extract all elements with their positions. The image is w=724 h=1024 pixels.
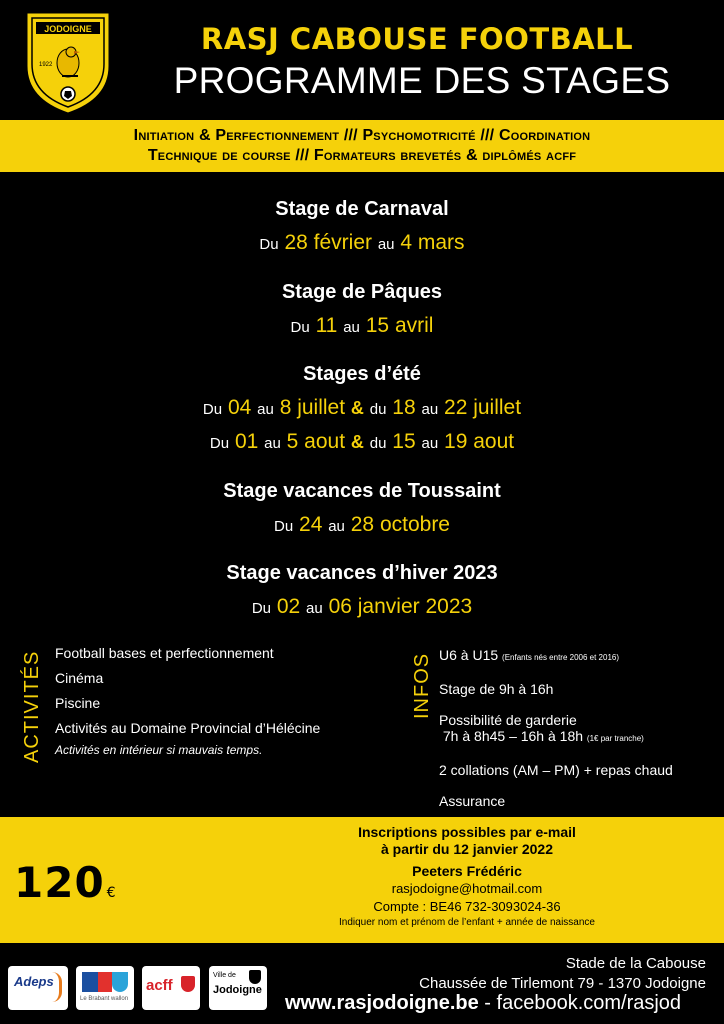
date-from: 11 — [315, 314, 338, 337]
dates-au: au — [421, 401, 439, 418]
web-links — [285, 992, 681, 1015]
stage-title: Stage de Pâques — [281, 281, 443, 303]
dates-du: Du — [290, 319, 310, 336]
dates-au: au — [421, 435, 439, 452]
facebook-link[interactable]: facebook.com/rasjod — [496, 992, 682, 1014]
registration-info — [292, 824, 642, 930]
date-to: 28 octobre — [350, 513, 450, 536]
venue-street: Chaussée de Tirlemont 79 - 1370 Jodoigne — [419, 975, 706, 992]
crest-year: 1922 — [39, 62, 53, 68]
dates-du: du — [369, 435, 387, 452]
info-hours: Stage de 9h à 16h — [439, 681, 554, 697]
stage-dates-2 — [0, 426, 724, 460]
adeps-logo — [8, 966, 68, 1010]
website-link[interactable]: www.rasjodoigne.be — [285, 992, 479, 1014]
date-to: 06 janvier 2023 — [328, 595, 473, 618]
activites-label-text: ACTIVITÉS — [21, 650, 43, 763]
stage-paques — [0, 281, 724, 344]
date-to: 4 mars — [400, 231, 465, 254]
registration-line-1: Inscriptions possibles par e-mail — [358, 824, 576, 840]
price — [14, 858, 117, 907]
date-from: 02 — [276, 595, 301, 618]
dates-au: au — [264, 435, 281, 452]
stage-dates — [0, 310, 724, 344]
stage-ete — [0, 363, 724, 460]
date-from: 18 — [392, 396, 416, 419]
info-age — [439, 647, 673, 666]
activites-label — [18, 645, 46, 763]
activites-note: Activités en intérieur si mauvais temps. — [55, 743, 263, 757]
page-title: RASJ CABOUSE FOOTBALL — [200, 22, 634, 56]
list-item: Activités au Domaine Provincial d’Hélécine — [55, 720, 321, 736]
info-meals: 2 collations (AM – PM) + repas chaud — [439, 762, 673, 778]
activites-list — [55, 646, 320, 768]
dates-du: Du — [273, 518, 294, 535]
registration-line-2: à partir du 12 janvier 2022 — [381, 841, 553, 857]
list-item: Piscine — [55, 695, 101, 711]
infos-label — [408, 645, 436, 725]
venue-address — [419, 954, 706, 994]
info-garderie-text: Possibilité de garderie — [439, 712, 577, 728]
info-garderie-price: (1€ par tranche) — [586, 734, 644, 743]
stage-title: Stages d’été — [303, 363, 421, 385]
stage-dates — [0, 591, 724, 625]
dates-du: Du — [259, 236, 279, 253]
club-crest-icon — [22, 8, 114, 116]
infos-label-text: INFOS — [411, 652, 433, 719]
stage-carnaval — [0, 198, 724, 261]
ville-logo-text: Jodoigne — [213, 984, 262, 996]
date-to: 22 juillet — [444, 396, 522, 419]
contact-email[interactable]: rasjodoigne@hotmail.com — [391, 881, 543, 896]
ville-jodoigne-logo — [209, 966, 267, 1010]
ampersand: & — [350, 432, 364, 452]
date-from: 04 — [227, 396, 252, 419]
stage-title: Stage de Carnaval — [275, 198, 449, 220]
features-line-1: Initiation & Perfectionnement /// Psychomotricité /// Coordination — [133, 127, 591, 144]
date-to: 5 aout — [286, 430, 346, 453]
adeps-logo-text: Adeps — [14, 974, 54, 989]
date-from: 28 février — [284, 231, 372, 254]
brabant-logo — [76, 966, 134, 1010]
venue-name: Stade de la Cabouse — [565, 955, 706, 972]
ampersand: & — [350, 398, 364, 418]
ville-logo-small: Ville de — [213, 972, 236, 979]
stage-dates-1 — [0, 392, 724, 426]
stage-title: Stage vacances de Toussaint — [223, 480, 501, 502]
date-from: 24 — [299, 513, 323, 536]
info-age-text: U6 à U15 — [439, 647, 499, 663]
contact-name: Peeters Frédéric — [412, 863, 522, 879]
stage-dates — [0, 509, 724, 543]
registration-note: Indiquer nom et prénom de l’enfant + année de naissance — [338, 917, 595, 928]
acff-logo-text: acff — [146, 977, 173, 994]
stage-toussaint — [0, 480, 724, 543]
date-to: 15 avril — [365, 314, 434, 337]
link-separator: - — [478, 992, 497, 1014]
dates-au: au — [343, 319, 360, 336]
dates-du: du — [369, 401, 387, 418]
info-garderie — [439, 712, 673, 747]
info-insurance: Assurance — [439, 793, 506, 809]
header — [0, 0, 724, 118]
list-item: Football bases et perfectionnement — [55, 645, 274, 661]
stage-hiver — [0, 562, 724, 625]
dates-du: Du — [251, 600, 271, 617]
dates-au: au — [328, 518, 345, 535]
stage-title: Stage vacances d’hiver 2023 — [226, 562, 498, 584]
dates-au: au — [377, 236, 395, 253]
features-line-2: Technique de course /// Formateurs brevetés & diplômés acff — [147, 147, 577, 164]
date-to: 8 juillet — [279, 396, 346, 419]
stage-dates — [0, 227, 724, 261]
dates-au: au — [306, 600, 323, 617]
dates-du: Du — [209, 435, 230, 452]
date-from: 15 — [392, 430, 416, 453]
infos-list — [439, 647, 673, 824]
list-item: Cinéma — [55, 670, 104, 686]
bank-account: Compte : BE46 732-3093024-36 — [373, 899, 561, 914]
brabant-logo-text: Le Brabant wallon — [80, 996, 129, 1002]
price-currency: € — [106, 885, 117, 901]
crest-name: JODOIGNE — [44, 24, 92, 34]
page-subtitle: PROGRAMME DES STAGES — [173, 60, 671, 101]
acff-logo — [142, 966, 200, 1010]
info-garderie-hours: 7h à 8h45 – 16h à 18h — [442, 728, 584, 744]
date-to: 19 aout — [444, 430, 515, 453]
features-band — [0, 120, 724, 172]
dates-du: Du — [202, 401, 223, 418]
date-from: 01 — [234, 430, 259, 453]
dates-au: au — [257, 401, 274, 418]
price-amount: 120 — [14, 858, 105, 907]
info-age-note: (Enfants nés entre 2006 et 2016) — [502, 653, 620, 662]
